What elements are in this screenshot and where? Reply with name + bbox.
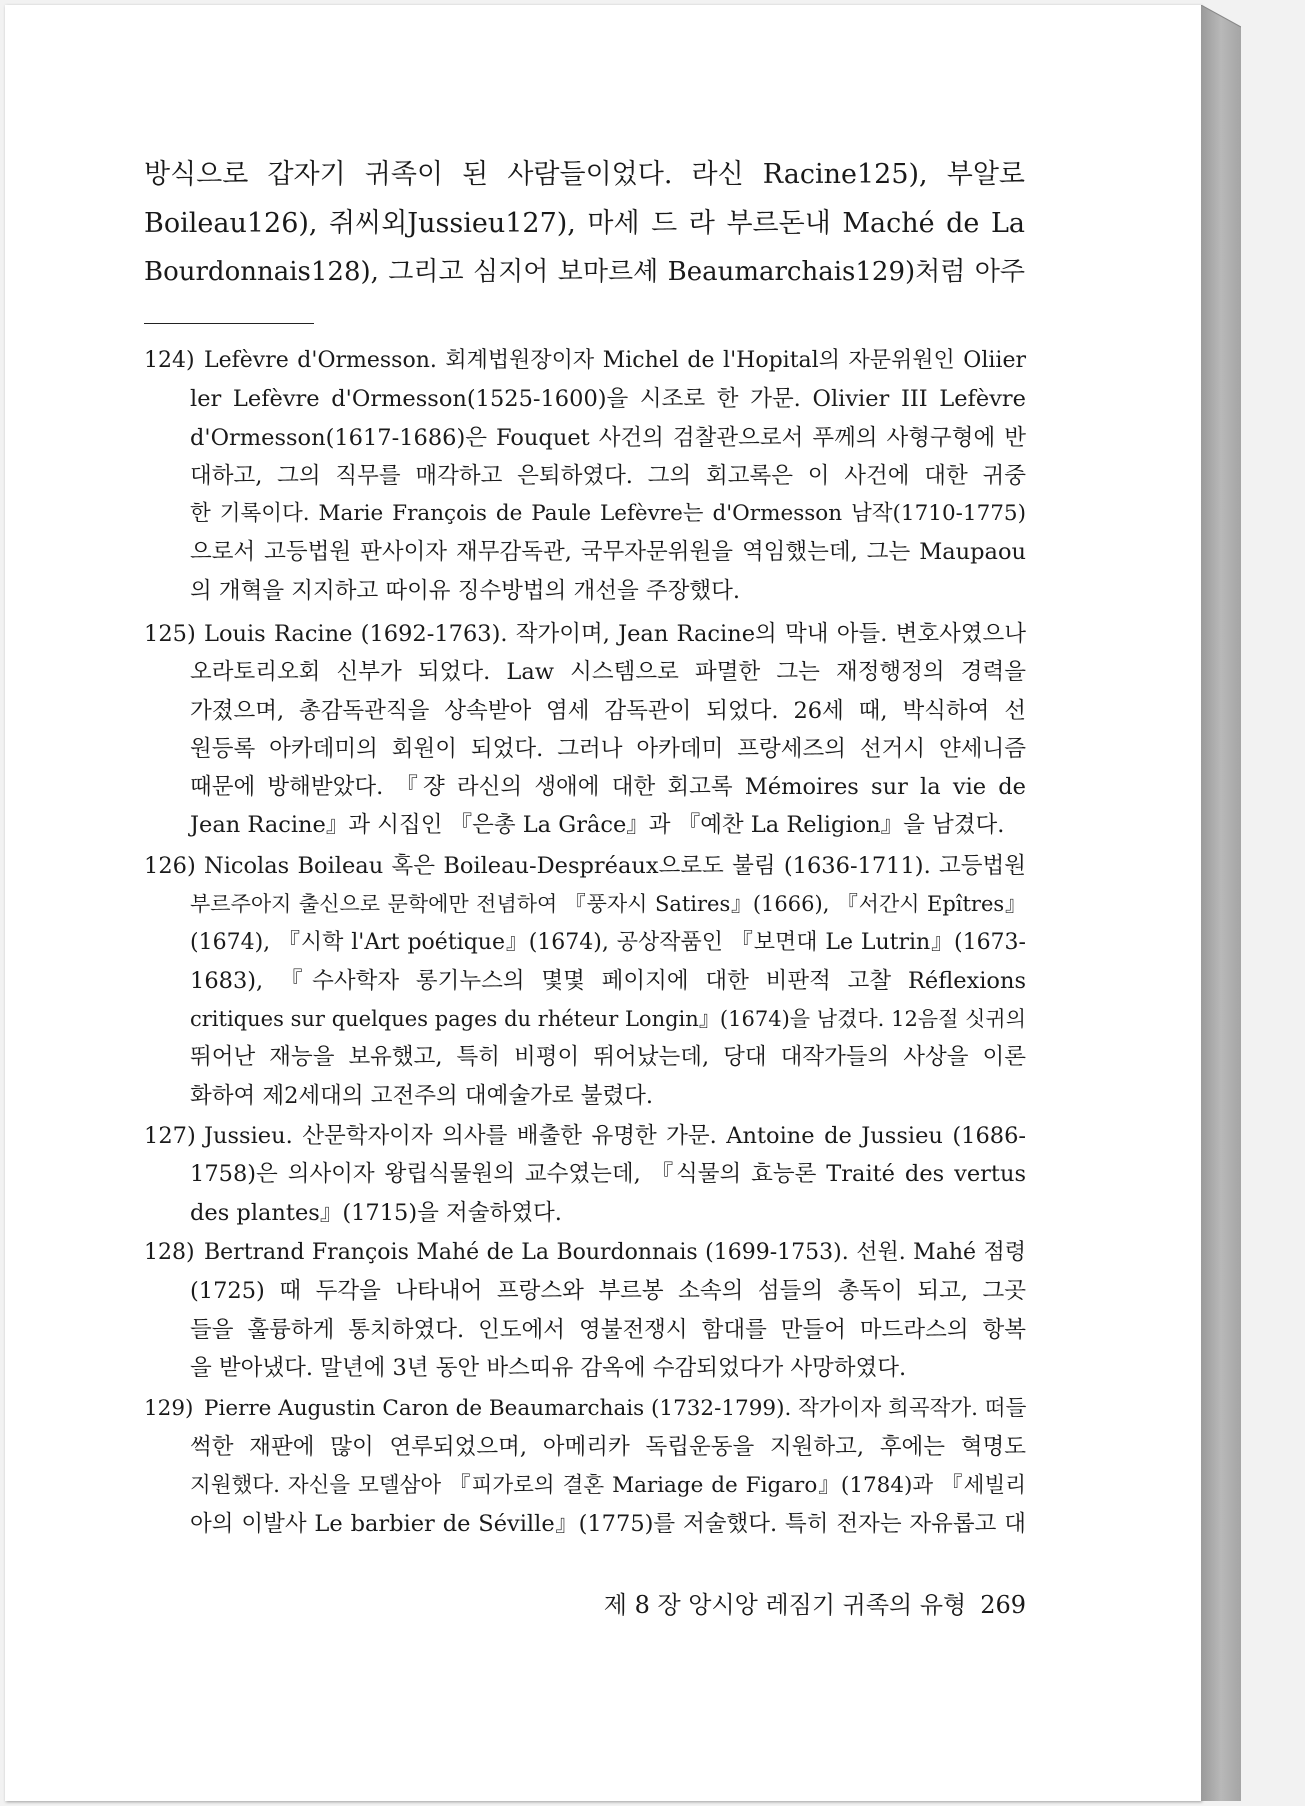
footnote-line: 1683), 『수사학자 롱기누스의 몇몇 페이지에 대한 비판적 고찰 Réflexions — [190, 967, 1026, 994]
body-line: 방식으로 갑자기 귀족이 된 사람들이었다. 라신 Racine125), 부알로 — [144, 159, 1025, 190]
body-line: Bourdonnais128), 그리고 심지어 보마르셰 Beaumarchais129)처럼 아주 — [144, 257, 1025, 287]
footnote-124 — [144, 342, 1026, 610]
footnote-line: 가졌으며, 총감독관직을 상속받아 염세 감독관이 되었다. 26세 때, 박식하여 선 — [190, 697, 1026, 724]
body-paragraph — [144, 150, 1025, 297]
page-number: 269 — [980, 1591, 1026, 1619]
footnote-separator-rule — [144, 323, 314, 324]
footnote-line: 들을 훌륭하게 통치하였다. 인도에서 영불전쟁시 함대를 만들어 마드라스의 항복 — [190, 1316, 1026, 1343]
footnote-125 — [144, 615, 1026, 845]
footnote-line: 1758)은 의사이자 왕립식물원의 교수였는데, 『식물의 효능론 Traité des vertus — [190, 1161, 1026, 1188]
footnote-line: 뛰어난 재능을 보유했고, 특히 비평이 뛰어났는데, 당대 대작가들의 사상을 이론 — [190, 1044, 1026, 1071]
book-page — [5, 5, 1201, 1801]
footnote-number: 125) — [144, 621, 196, 647]
footnote-line: 124) Lefèvre d'Ormesson. 회계법원장이자 Michel de l'Hopital의 자문위원인 Oliier — [144, 342, 1026, 380]
running-footer — [565, 1585, 1026, 1620]
footnote-number: 126) — [144, 853, 196, 879]
footnote-line: 125) Louis Racine (1692-1763). 작가이며, Jean Racine의 막내 아들. 변호사였으나 — [144, 615, 1026, 653]
footnote-line: 오라토리오회 신부가 되었다. Law 시스템으로 파멸한 그는 재정행정의 경력을 — [190, 659, 1026, 686]
footnote-number: 129) — [144, 1396, 194, 1421]
footnote-number: 127) — [144, 1123, 196, 1149]
footnote-line: 128) Bertrand François Mahé de La Bourdonnais (1699-1753). 선원. Mahé 점령 — [144, 1234, 1026, 1272]
footnote-line: 한 기록이다. Marie François de Paule Lefèvre는 d'Ormesson 남작(1710-1775) — [190, 501, 1026, 527]
footnote-128 — [144, 1234, 1026, 1387]
footnote-line: 127) Jussieu. 산문학자이자 의사를 배출한 유명한 가문. Antoine de Jussieu (1686- — [144, 1117, 1026, 1155]
footnote-number: 124) — [144, 348, 195, 373]
footnote-line: 의 개혁을 지지하고 따이유 징수방법의 개선을 주장했다. — [190, 577, 740, 604]
footnote-line: Jean Racine』과 시집인 『은총 La Grâce』과 『예찬 La Religion』을 남겼다. — [190, 812, 1005, 839]
footnote-126 — [144, 847, 1026, 1115]
footnote-line: ler Lefèvre d'Ormesson(1525-1600)을 시조로 한 가문. Olivier III Lefèvre — [190, 386, 1026, 413]
footnote-line: critiques sur quelques pages du rhéteur Longin』(1674)을 남겼다. 12음절 싯귀의 — [190, 1007, 1026, 1032]
footnote-line: des plantes』(1715)을 저술하였다. — [190, 1199, 562, 1226]
footnote-127 — [144, 1117, 1026, 1232]
footnote-line: 126) Nicolas Boileau 혹은 Boileau-Despréaux으로도 불림 (1636-1711). 고등법원 — [144, 847, 1026, 885]
footnote-line: (1674), 『시학 l'Art poétique』(1674), 공상작품인 『보면대 Le Lutrin』(1673- — [190, 929, 1026, 955]
footnote-line: 대하고, 그의 직무를 매각하고 은퇴하였다. 그의 회고록은 이 사건에 대한 귀중 — [190, 462, 1026, 489]
footnote-line: 때문에 방해받았다. 『쟝 라신의 생애에 대한 회고록 Mémoires sur la vie de — [190, 774, 1026, 801]
footnote-line: 지원했다. 자신을 모델삼아 『피가로의 결혼 Mariage de Figaro』(1784)과 『세빌리 — [190, 1472, 1026, 1498]
footnote-line: 아의 이발사 Le barbier de Séville』(1775)를 저술했다. 특히 전자는 자유롭고 대 — [190, 1510, 1026, 1537]
footnote-line: 으로서 고등법원 판사이자 재무감독관, 국무자문위원을 역임했는데, 그는 Maupaou — [190, 539, 1026, 566]
footnote-line: 원등록 아카데미의 회원이 되었다. 그러나 아카데미 프랑세즈의 선거시 얀세니즘 — [190, 735, 1026, 762]
footnote-line: 화하여 제2세대의 고전주의 대예술가로 불렸다. — [190, 1082, 654, 1109]
footnote-line: 을 받아냈다. 말년에 3년 동안 바스띠유 감옥에 수감되었다가 사망하였다. — [190, 1354, 907, 1381]
body-line: Boileau126), 쥐씨외Jussieu127), 마세 드 라 부르돈내 Maché de La — [144, 208, 1025, 239]
footnote-129 — [144, 1390, 1026, 1543]
footnote-number: 128) — [144, 1240, 195, 1265]
footnote-line: d'Ormesson(1617-1686)은 Fouquet 사건의 검찰관으로서 푸께의 사형구형에 반 — [190, 424, 1026, 451]
footnote-line: 129) Pierre Augustin Caron de Beaumarchais (1732-1799). 작가이자 희곡작가. 떠들 — [144, 1390, 1026, 1428]
running-title: 제 8 장 앙시앙 레짐기 귀족의 유형 — [603, 1591, 967, 1619]
book-spine-edge — [1201, 5, 1241, 1801]
footnote-line: 부르주아지 출신으로 문학에만 전념하여 『풍자시 Satires』(1666), 『서간시 Epîtres』 — [190, 892, 1026, 917]
footnote-line: 썩한 재판에 많이 연루되었으며, 아메리카 독립운동을 지원하고, 후에는 혁명도 — [190, 1434, 1026, 1461]
footnote-line: (1725) 때 두각을 나타내어 프랑스와 부르봉 소속의 섬들의 총독이 되고, 그곳 — [190, 1278, 1026, 1305]
